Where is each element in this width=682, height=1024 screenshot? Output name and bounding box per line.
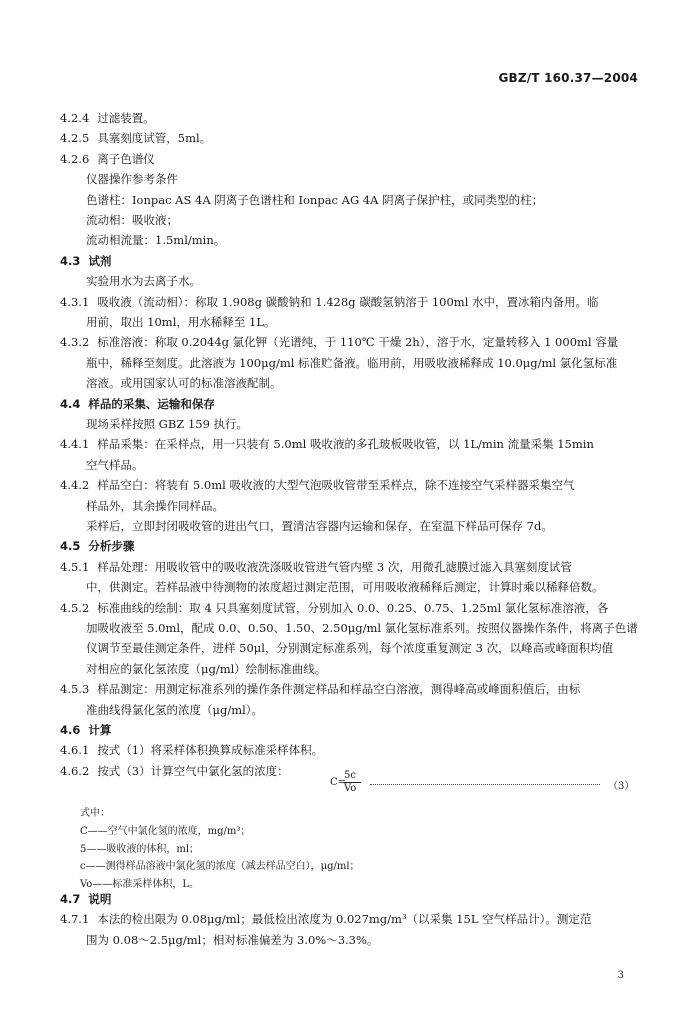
leader-dots xyxy=(370,784,600,785)
body-line xyxy=(60,763,289,779)
equation-number: （3） xyxy=(608,781,635,792)
body-line xyxy=(86,702,263,718)
legend-line xyxy=(80,824,250,840)
clause-number: 4.2.4 xyxy=(60,111,90,125)
clause-text: 5——吸收液的体积，ml； xyxy=(80,843,200,855)
clause-text: 现场采样按照 GBZ 159 执行。 xyxy=(86,417,249,431)
clause-number: 4.6.1 xyxy=(60,743,90,758)
body-line xyxy=(60,110,155,126)
clause-text: 用前，取出 10ml，用水稀释至 1L。 xyxy=(86,315,276,329)
clause-text: 按式（3）计算空气中氯化氢的浓度： xyxy=(97,763,289,778)
clause-number: 4.4.1 xyxy=(60,437,90,452)
clause-number: 4.3.2 xyxy=(60,335,90,350)
clause-text: 式中： xyxy=(80,808,110,819)
clause-number: 4.5.2 xyxy=(60,600,90,615)
body-line xyxy=(60,334,618,350)
clause-text: 样品空白：将装有 5.0ml 吸收液的大型气泡吸收管带至采样点，除不连接空气采样器采集空气 xyxy=(97,478,575,493)
clause-text: 流动相：吸收液； xyxy=(86,213,178,227)
clause-text: 样品外，其余操作同样品。 xyxy=(86,498,224,513)
clause-text: 流动相流量：1.5ml/min。 xyxy=(86,233,226,248)
body-line xyxy=(86,416,248,432)
clause-text: 采样后，立即封闭吸收管的进出气口，置清洁容器内运输和保存，在室温下样品可保存 7d。 xyxy=(86,519,553,533)
clause-text: c——测得样品溶液中氯化氢的浓度（减去样品空白），μg/ml； xyxy=(80,861,360,873)
body-line xyxy=(60,436,594,452)
clause-text: 本法的检出限为 0.08μg/ml；最低检出浓度为 0.027mg/m³（以采集 15L 空气样品计）。测定范 xyxy=(97,912,592,927)
clause-text: 说明 xyxy=(88,892,112,906)
body-line xyxy=(86,375,282,391)
clause-number: 4.2.5 xyxy=(60,131,90,146)
body-line xyxy=(86,457,144,473)
clause-text: 围为 0.08～2.5μg/ml；相对标准偏差为 3.0%～3.3%。 xyxy=(86,932,379,947)
note-line xyxy=(60,891,111,907)
clause-text: 试剂 xyxy=(88,253,112,268)
clause-text: C——空气中氯化氢的浓度，mg/m³； xyxy=(80,825,251,837)
clause-text: 准曲线得氯化氢的浓度（μg/ml）。 xyxy=(86,702,264,717)
page-number: 3 xyxy=(617,970,624,981)
body-line xyxy=(60,559,572,575)
clause-number: 4.5.1 xyxy=(60,559,90,574)
body-line xyxy=(86,620,638,636)
body-line xyxy=(60,151,155,167)
body-line xyxy=(60,600,608,616)
clause-number: 4.3 xyxy=(60,253,81,268)
clause-text: 仪调节至最佳测定条件，进样 50μl，分别测定标准系列，每个浓度重复测定 3 次，以峰高或峰面积均值 xyxy=(86,641,614,656)
clause-text: 空气样品。 xyxy=(86,457,144,472)
body-line xyxy=(60,477,574,493)
clause-text: 吸收液（流动相）：称取 1.908g 碳酸钠和 1.428g 碳酸氢钠溶于 100ml 水中，置冰箱内备用。临 xyxy=(97,294,599,309)
clause-text: 瓶中，稀释至刻度。此溶液为 100μg/ml 标准贮备液。临用前，用吸收液稀释成 10.0μg/ml 氯化氢标准 xyxy=(86,355,618,370)
note-line xyxy=(60,911,591,927)
clause-number: 4.2.6 xyxy=(60,151,90,166)
body-line xyxy=(86,232,225,248)
body-line xyxy=(60,253,111,269)
body-line xyxy=(86,273,201,289)
clause-number: 4.6 xyxy=(60,723,81,737)
clause-text: 色谱柱：Ionpac AS 4A 阴离子色谱柱和 Ionpac AG 4A 阴离子保护柱，或同类型的柱； xyxy=(86,192,544,207)
clause-text: 中，供测定。若样品液中待测物的浓度超过测定范围，可用吸收液稀释后测定，计算时乘以稀释倍数。 xyxy=(86,580,604,595)
legend-line xyxy=(80,859,360,875)
clause-number: 4.5.3 xyxy=(60,682,90,697)
legend-line xyxy=(80,806,110,822)
formula-lhs: C= xyxy=(330,777,347,788)
standard-code-header: GBZ/T 160.37—2004 xyxy=(498,71,638,85)
clause-text: 对相应的氯化氢浓度（μg/ml）绘制标准曲线。 xyxy=(86,661,327,676)
clause-number: 4.7.1 xyxy=(60,912,90,927)
body-line xyxy=(86,498,224,514)
body-line xyxy=(86,640,613,656)
body-line xyxy=(60,396,215,412)
clause-text: 样品采集：在采样点，用一只装有 5.0ml 吸收液的多孔玻板吸收管，以 1L/min 流量采集 15min xyxy=(97,437,594,452)
body-line xyxy=(86,171,178,187)
clause-text: 过滤装置。 xyxy=(97,111,155,125)
clause-number: 4.7 xyxy=(60,892,81,906)
clause-number: 4.5 xyxy=(60,539,81,554)
clause-text: 实验用水为去离子水。 xyxy=(86,274,201,289)
clause-text: Vo——标准采样体积，L。 xyxy=(80,879,199,891)
body-line xyxy=(60,722,111,738)
body-line xyxy=(60,681,580,697)
clause-text: 样品的采集、运输和保存 xyxy=(88,396,215,411)
body-line xyxy=(86,212,178,228)
body-line xyxy=(86,518,553,534)
clause-text: 溶液。或用国家认可的标准溶液配制。 xyxy=(86,376,282,391)
clause-text: 样品处理：用吸收管中的吸收液洗涤吸收管进气管内壁 3 次，用微孔滤膜过滤入具塞刻度试管 xyxy=(97,559,572,574)
body-line xyxy=(60,294,599,310)
formula-denominator: Vo xyxy=(344,783,357,794)
body-line xyxy=(86,314,275,330)
clause-number: 4.4.2 xyxy=(60,478,90,493)
note-line xyxy=(86,932,378,948)
clause-number: 4.3.1 xyxy=(60,294,90,309)
legend-line xyxy=(80,842,199,858)
clause-text: 标准曲线的绘制：取 4 只具塞刻度试管，分别加入 0.0、0.25、0.75、1.25ml 氯化氢标准溶液，各 xyxy=(97,600,609,615)
clause-text: 样品测定：用测定标准系列的操作条件测定样品和样品空白溶液，测得峰高或峰面积值后，由标 xyxy=(97,682,581,697)
clause-number: 4.4 xyxy=(60,396,81,411)
clause-text: 计算 xyxy=(88,723,112,737)
clause-text: 仪器操作参考条件 xyxy=(86,172,178,187)
clause-number: 4.6.2 xyxy=(60,763,90,778)
formula-3 xyxy=(330,770,635,796)
body-line xyxy=(60,130,211,146)
clause-text: 分析步骤 xyxy=(88,539,135,554)
body-line xyxy=(86,661,326,677)
clause-text: 加吸收液至 5.0ml，配成 0.0、0.50、1.50、2.50μg/ml 氯化氢标准系列。按照仪器操作条件，将离子色谱 xyxy=(86,621,638,635)
body-line xyxy=(86,579,604,595)
clause-text: 具塞刻度试管，5ml。 xyxy=(97,131,212,146)
formula-numerator: 5c xyxy=(344,770,356,781)
clause-text: 按式（1）将采样体积换算成标准采样体积。 xyxy=(97,743,324,758)
body-line xyxy=(86,192,543,208)
body-line xyxy=(60,538,134,554)
body-line xyxy=(86,355,617,371)
body-line xyxy=(60,742,323,758)
clause-text: 标准溶液：称取 0.2044g 氯化钾（光谱纯，于 110℃ 干燥 2h），溶于水，定量转移入 1 000ml 容量 xyxy=(97,335,619,350)
clause-text: 离子色谱仪 xyxy=(97,151,155,166)
